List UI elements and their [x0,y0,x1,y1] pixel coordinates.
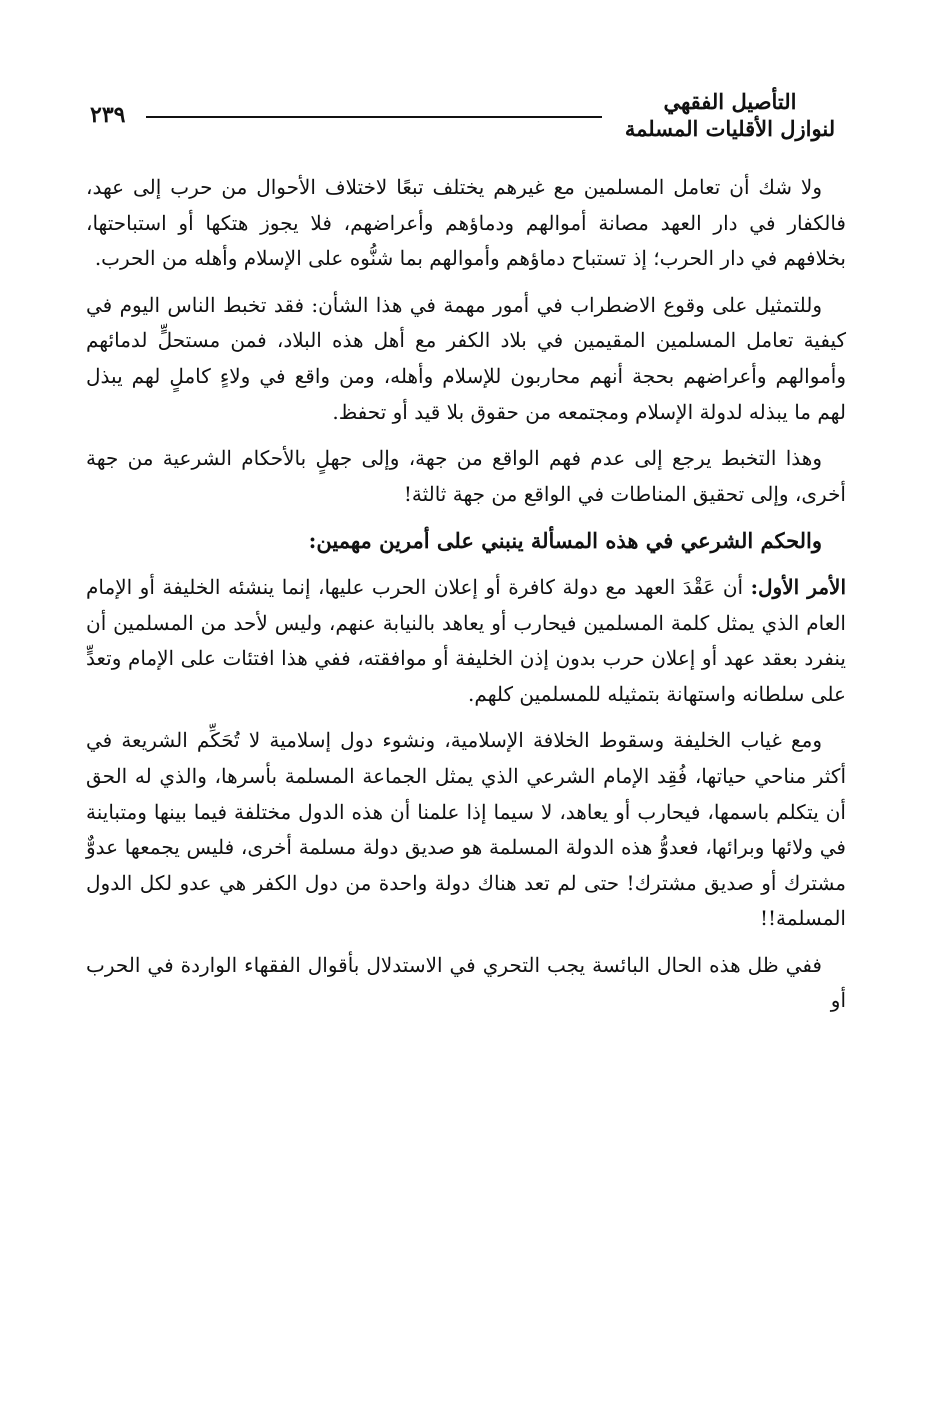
header-rule [146,116,602,118]
paragraph-6: ففي ظل هذه الحال البائسة يجب التحري في الاستدلال بأقوال الفقهاء الواردة في الحرب أو [86,952,846,1013]
running-header [90,88,846,148]
first-matter-text: أن عَقْدَ العهد مع دولة كافرة أو إعلان الحرب عليها، إنما ينشئه الخليفة أو الإمام العام الذي يمثل كلمة المسلمين فيحارب أو يعاهد بالنيابة عنهم، وليس لأحد من المسلمين أن ينفرد بعقد عهد أو إعلان حرب بدون إذن الخليفة أو موافقته، ففي هذا افتئات على الإمام وتعدٍّ على سلطانه واستهانة بتمثيله للمسلمين كلهم. [86,574,846,706]
first-matter-label: الأمر الأول: [750,574,847,599]
paragraph-1: ولا شك أن تعامل المسلمين مع غيرهم يختلف تبعًا لاختلاف الأحوال من حرب إلى عهد، فالكفار في دار العهد مصانة أموالهم ودماؤهم وأعراضهم، فلا يجوز هتكها أو استباحتها، بخلافهم في دار الحرب؛ إذ تستباح دماؤهم وأموالهم بما شنُّوه على الإسلام وأهله من الحرب. [86,175,846,271]
paragraph-5: ومع غياب الخليفة وسقوط الخلافة الإسلامية، ونشوء دول إسلامية لا تُحَكِّم الشريعة في أكثر مناحي حياتها، فُقِد الإمام الشرعي الذي يمثل الجماعة المسلمة بأسرها، والذي له الحق أن يتكلم باسمها، فيحارب أو يعاهد، لا سيما إذا علمنا أن هذه الدول مختلفة فيما بينها ومتباينة في ولائها وبرائها، فعدوُّ هذه الدولة المسلمة هو صديق دولة مسلمة أخرى، فليس يجمعها عدوٌّ مشترك أو صديق مشترك! حتى لم تعد هناك دولة واحدة من دول الكفر هي عدو لكل الدول المسلمة!! [86,728,846,931]
header-title-line-1: التأصيل الفقهي [663,89,797,114]
header-title-line-2: لنوازل الأقليات المسلمة [624,116,836,141]
page-number: ٢٣٩ [90,102,126,128]
body-text [86,170,846,1030]
paragraph-3: وهذا التخبط يرجع إلى عدم فهم الواقع من جهة، وإلى جهلٍ بالأحكام الشرعية من جهة أخرى، وإلى تحقيق المناطات في الواقع من جهة ثالثة! [86,446,846,506]
paragraph-2: وللتمثيل على وقوع الاضطراب في أمور مهمة في هذا الشأن: فقد تخبط الناس اليوم في كيفية تعامل المسلمين المقيمين في بلاد الكفر مع أهل هذه البلاد، فمن مستحلٍّ لدمائهم وأموالهم وأعراضهم بحجة أنهم محاربون للإسلام وأهله، ومن واقع في ولاءٍ كاملٍ لهم يبذل لهم ما يبذله لدولة الإسلام ومجتمعه من حقوق بلا قيد أو تحفظ. [86,292,846,424]
section-heading: والحكم الشرعي في هذه المسألة ينبني على أمرين مهمين: [308,528,822,554]
header-title [614,88,846,142]
paragraph-first-matter [86,570,846,712]
